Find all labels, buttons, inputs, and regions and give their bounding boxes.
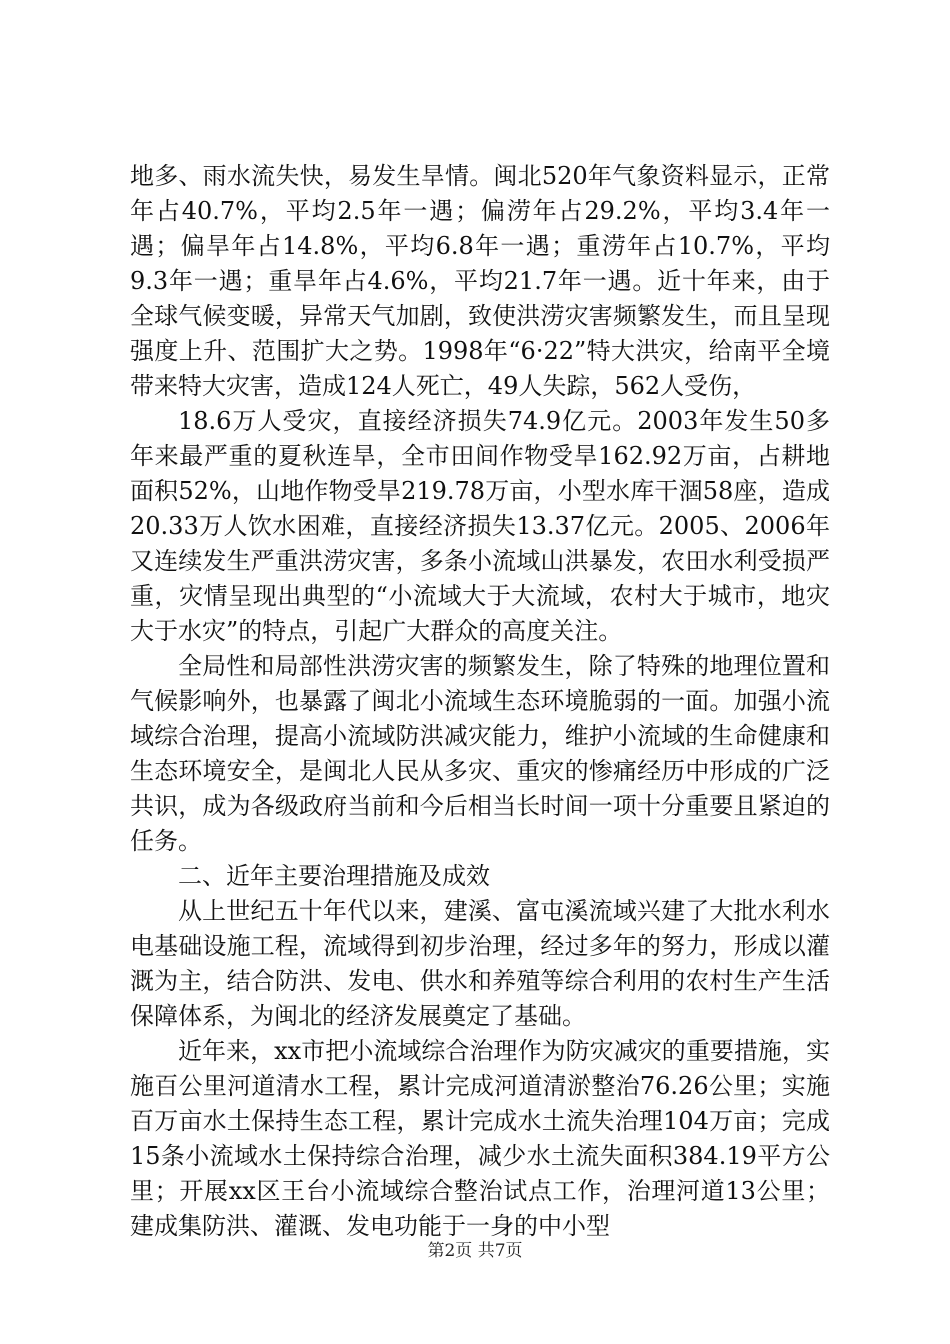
section-heading-measures: 二、近年主要治理措施及成效 [178, 862, 490, 890]
paragraph-recent-measures: 近年来，xx市把小流域综合治理作为防灾减灾的重要措施，实施百公里河道清水工程，累计完成河道清淤整治76.26公里；实施百万亩水土保持生态工程，累计完成水土流失治理104万亩；完成15条小流域水土保持综合治理，减少水土流失面积384.19平方公里；开展xx区王台小流域综合整治试点工作，治理河道13公里；建成集防洪、灌溉、发电功能于一身的中小型 [130, 1037, 830, 1240]
document-body [130, 159, 830, 1244]
page-number-footer: 第2页 共7页 [427, 1241, 523, 1261]
paragraph-disaster-losses: 18.6万人受灾，直接经济损失74.9亿元。2003年发生50多年来最严重的夏秋连旱，全市田间作物受旱162.92万亩，占耕地面积52%，山地作物受旱219.78万亩，小型水库干涸58座，造成20.33万人饮水困难，直接经济损失13.37亿元。2005、2006年又连续发生严重洪涝灾害，多条小流域山洪暴发，农田水利受损严重，灾情呈现出典型的“小流域大于大流域，农村大于城市，地灾大于水灾”的特点，引起广大群众的高度关注。 [130, 407, 830, 645]
paragraph-history-infrastructure: 从上世纪五十年代以来，建溪、富屯溪流域兴建了大批水利水电基础设施工程，流域得到初步治理，经过多年的努力，形成以灌溉为主，结合防洪、发电、供水和养殖等综合利用的农村生产生活保障体系，为闽北的经济发展奠定了基础。 [130, 897, 830, 1030]
paragraph-meteorological-data: 地多、雨水流失快，易发生旱情。闽北520年气象资料显示，正常年占40.7%，平均2.5年一遇；偏涝年占29.2%，平均3.4年一遇；偏旱年占14.8%，平均6.8年一遇；重涝年占10.7%，平均9.3年一遇；重旱年占4.6%，平均21.7年一遇。近十年来，由于全球气候变暖，异常天气加剧，致使洪涝灾害频繁发生，而且呈现强度上升、范围扩大之势。1998年“6·22”特大洪灾，给南平全境带来特大灾害，造成124人死亡，49人失踪，562人受伤， [130, 162, 830, 400]
paragraph-ecological-fragility: 全局性和局部性洪涝灾害的频繁发生，除了特殊的地理位置和气候影响外，也暴露了闽北小流域生态环境脆弱的一面。加强小流域综合治理，提高小流域防洪减灾能力，维护小流域的生命健康和生态环境安全，是闽北人民从多灾、重灾的惨痛经历中形成的广泛共识，成为各级政府当前和今后相当长时间一项十分重要且紧迫的任务。 [130, 652, 830, 855]
